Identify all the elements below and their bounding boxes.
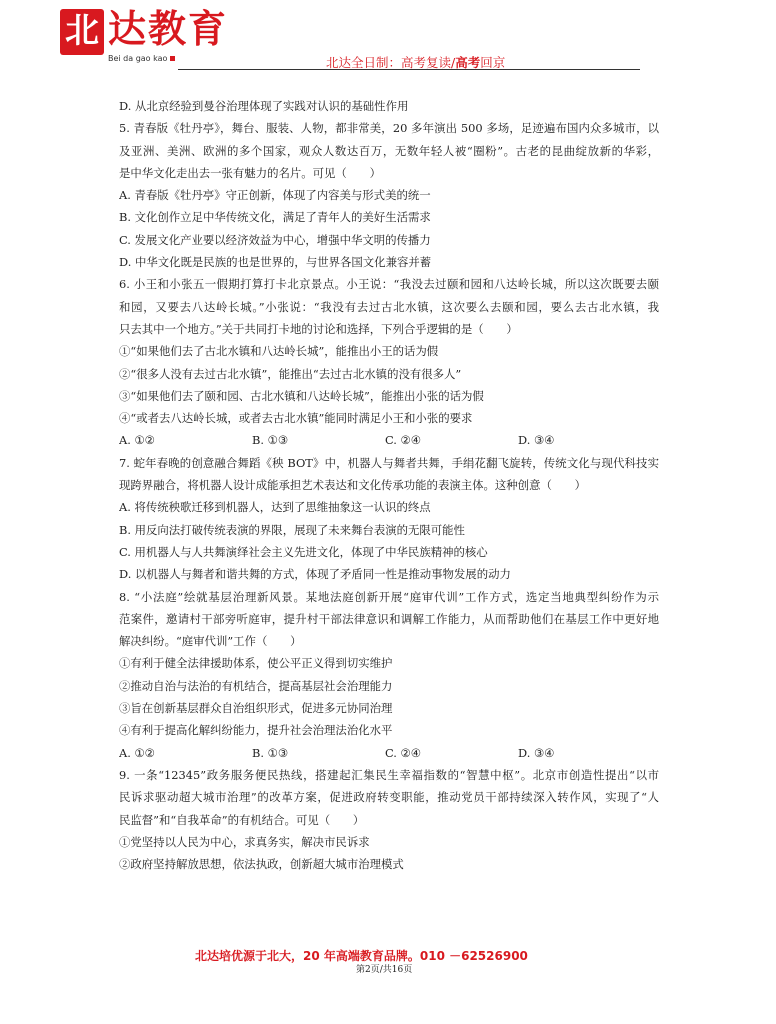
logo-text: 达教育: [108, 6, 229, 51]
header-divider: [178, 69, 640, 70]
answer-options: [119, 429, 659, 451]
logo-subtitle: Bei da gao kao: [108, 54, 175, 63]
text-line: A. 青春版《牡丹亭》守正创新，体现了内容美与形式美的统一: [119, 188, 431, 203]
text-line: ④“或者去八达岭长城，或者去古北水镇”能同时满足小王和小张的要求: [119, 411, 473, 426]
logo-mark: [60, 9, 104, 55]
text-line: ①党坚持以人民为中心，求真务实，解决市民诉求: [119, 834, 370, 849]
answer-option: B. ①③: [252, 745, 289, 760]
text-line: ①有利于健全法律援助体系，使公平正义得到切实维护: [119, 656, 393, 671]
text-line: ②政府坚持解放思想，依法执政，创新超大城市治理模式: [119, 857, 404, 872]
text-line: D. 从北京经验到曼谷治理体现了实践对认识的基础性作用: [119, 99, 409, 113]
text-line: D. 中华文化既是民族的也是世界的，与世界各国文化兼容并蓄: [119, 255, 432, 270]
answer-option: D. ③④: [518, 745, 555, 760]
page-number: 第2页/共16页: [356, 965, 413, 975]
answer-options: [119, 742, 659, 764]
text-line: 6. 小王和小张五一假期打算打卡北京景点。小王说：“我没去过颐和园和八达岭长城，所以这次既要去颐: [119, 277, 659, 292]
logo-char: 北: [65, 11, 99, 51]
answer-option: C. ②④: [385, 745, 421, 760]
text-line: ④有利于提高化解纠纷能力，提升社会治理法治化水平: [119, 723, 393, 738]
logo-dot-icon: [170, 56, 175, 61]
answer-option: D. ③④: [518, 433, 555, 448]
header-slogan: 北达全日制：高考复读/高考回京: [326, 55, 506, 70]
text-line: 现跨界融合，将机器人设计成能承担艺术表达和文化传承功能的表演主体。这种创意（ ）: [119, 478, 587, 493]
text-line: ②“很多人没有去过古北水镇”，能推出“去过古北水镇的没有很多人”: [119, 366, 462, 381]
text-line: D. 以机器人与舞者和谐共舞的方式，体现了矛盾同一性是推动事物发展的动力: [119, 567, 511, 582]
text-line: A. 将传统秧歌迁移到机器人，达到了思维抽象这一认识的终点: [119, 500, 431, 515]
footer-slogan: 北达培优源于北大，20 年高端教育品牌。010 －62526900: [195, 949, 528, 963]
text-line: 8. “小法庭”绘就基层治理新风景。某地法庭创新开展“庭审代训”工作方式，选定当地典型纠纷作为示: [119, 589, 659, 604]
text-line: ②推动自治与法治的有机结合，提高基层社会治理能力: [119, 678, 393, 693]
text-line: 9. 一条“12345”政务服务便民热线，搭建起汇集民生幸福指数的“智慧中枢”。北京市创造性提出“以市: [119, 767, 659, 782]
text-line: 解决纠纷。“庭审代训”工作（ ）: [119, 634, 302, 649]
text-line: ①“如果他们去了古北水镇和八达岭长城”，能推出小王的话为假: [119, 344, 439, 359]
text-line: ③旨在创新基层群众自治组织形式，促进多元协同治理: [119, 701, 393, 716]
text-line: C. 用机器人与人共舞演绎社会主义先进文化，体现了中华民族精神的核心: [119, 544, 488, 559]
answer-option: A. ①②: [119, 745, 155, 760]
text-line: B. 用反向法打破传统表演的界限，展现了未来舞台表演的无限可能性: [119, 522, 465, 537]
text-line: ③“如果他们去了颐和园、古北水镇和八达岭长城”，能推出小张的话为假: [119, 388, 484, 403]
text-line: 和园，又要去八达岭长城。”小张说：“我没有去过古北水镇，这次要么去颐和园，要么去古北水镇，我: [119, 299, 659, 314]
exam-content: [119, 95, 659, 875]
text-line: 民监督”和“自我革命”的有机结合。可见（ ）: [119, 812, 365, 827]
text-line: 5. 青春版《牡丹亭》，舞台、服装、人物，都非常美，20 多年演出 500 多场，足迹遍布国内众多城市，以: [119, 121, 659, 136]
answer-option: B. ①③: [252, 433, 289, 448]
answer-option: A. ①②: [119, 433, 155, 448]
text-line: 只去其中一个地方。”关于共同打卡地的讨论和选择，下列合乎逻辑的是（ ）: [119, 321, 518, 336]
text-line: 民诉求驱动超大城市治理”的改革方案，促进政府转变职能，推动党员干部持续深入转作风，实现了“人: [119, 790, 659, 805]
text-line: 范案件，邀请村干部旁听庭审，提升村干部法律意识和调解工作能力，从而帮助他们在基层工作中更好地: [119, 611, 659, 626]
text-line: B. 文化创作立足中华传统文化，满足了青年人的美好生活需求: [119, 210, 431, 225]
text-line: 7. 蛇年春晚的创意融合舞蹈《秧 BOT》中，机器人与舞者共舞，手绢花翻飞旋转，传统文化与现代科技实: [119, 455, 659, 470]
text-line: C. 发展文化产业要以经济效益为中心，增强中华文明的传播力: [119, 232, 431, 247]
text-line: 是中华文化走出去一张有魅力的名片。可见（ ）: [119, 165, 381, 180]
answer-option: C. ②④: [385, 433, 421, 448]
text-line: 及亚洲、美洲、欧洲的多个国家，观众人数达百万，无数年轻人被“圈粉”。古老的昆曲绽放新的华彩，: [119, 143, 659, 158]
